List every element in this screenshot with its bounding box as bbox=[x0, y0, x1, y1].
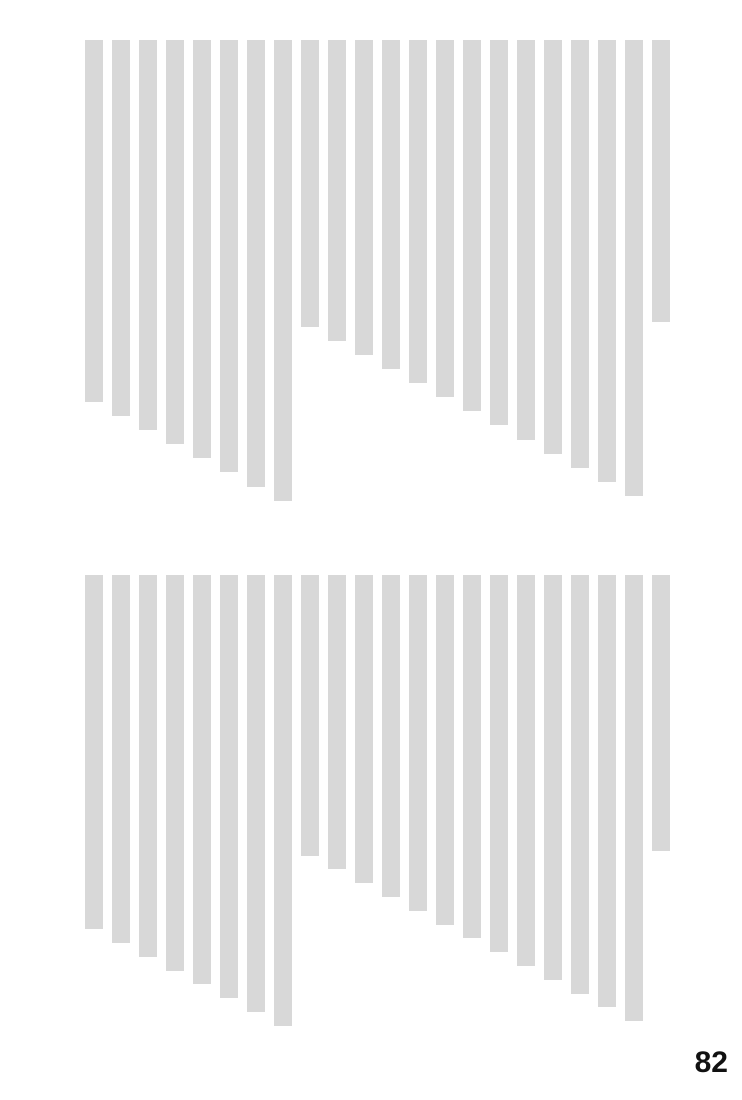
text-column-placeholder bbox=[247, 40, 265, 487]
text-column-placeholder bbox=[544, 575, 562, 980]
text-tier-bottom bbox=[70, 575, 670, 1035]
text-column-placeholder bbox=[355, 40, 373, 355]
text-column-placeholder bbox=[355, 575, 373, 883]
text-column-placeholder bbox=[463, 40, 481, 411]
text-column-placeholder bbox=[193, 575, 211, 984]
text-column-placeholder bbox=[85, 575, 103, 929]
text-column-placeholder bbox=[166, 40, 184, 444]
text-column-placeholder bbox=[382, 575, 400, 897]
text-column-placeholder bbox=[436, 40, 454, 397]
text-column-placeholder bbox=[112, 40, 130, 416]
text-column-placeholder bbox=[274, 40, 292, 501]
text-column-placeholder bbox=[598, 575, 616, 1007]
text-column-placeholder bbox=[382, 40, 400, 369]
text-column-placeholder bbox=[193, 40, 211, 458]
text-column-placeholder bbox=[490, 575, 508, 952]
text-column-placeholder bbox=[139, 575, 157, 957]
text-tier-top bbox=[70, 40, 670, 510]
text-column-placeholder bbox=[571, 40, 589, 468]
text-column-placeholder bbox=[166, 575, 184, 971]
text-column-placeholder bbox=[220, 575, 238, 998]
page-number: 82 bbox=[694, 1046, 728, 1079]
text-column-placeholder bbox=[409, 575, 427, 911]
text-column-placeholder bbox=[463, 575, 481, 938]
text-column-placeholder bbox=[409, 40, 427, 383]
text-column-placeholder bbox=[652, 575, 670, 851]
text-column-placeholder bbox=[625, 575, 643, 1021]
text-column-placeholder bbox=[517, 40, 535, 440]
text-column-placeholder bbox=[112, 575, 130, 943]
text-column-placeholder bbox=[301, 40, 319, 327]
text-column-placeholder bbox=[274, 575, 292, 1026]
text-column-placeholder bbox=[328, 40, 346, 341]
text-column-placeholder bbox=[220, 40, 238, 472]
text-column-placeholder bbox=[517, 575, 535, 966]
text-column-placeholder bbox=[571, 575, 589, 994]
text-column-placeholder bbox=[301, 575, 319, 856]
text-column-placeholder bbox=[247, 575, 265, 1012]
text-column-placeholder bbox=[490, 40, 508, 425]
text-column-placeholder bbox=[139, 40, 157, 430]
text-column-placeholder bbox=[436, 575, 454, 925]
text-column-placeholder bbox=[544, 40, 562, 454]
text-column-placeholder bbox=[652, 40, 670, 322]
text-column-placeholder bbox=[85, 40, 103, 402]
text-column-placeholder bbox=[598, 40, 616, 482]
text-column-placeholder bbox=[328, 575, 346, 869]
text-column-placeholder bbox=[625, 40, 643, 496]
